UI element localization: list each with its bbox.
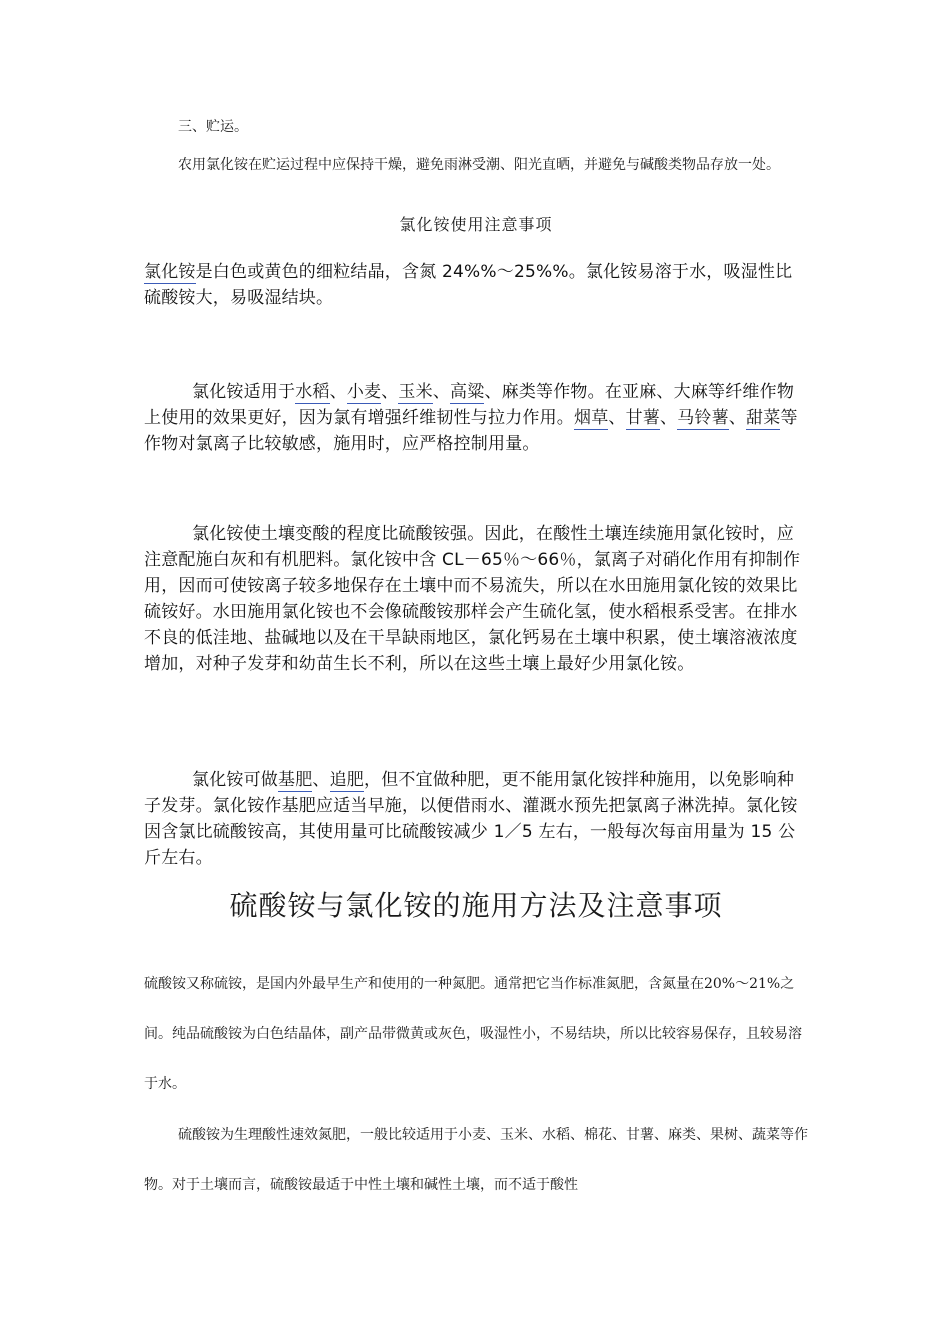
link-corn[interactable]: 玉米: [398, 382, 433, 402]
link-beet[interactable]: 甜菜: [746, 408, 781, 428]
notice-paragraph-3: 氯化铵使土壤变酸的程度比硫酸铵强。因此，在酸性土壤连续施用氯化铵时，应注意配施白灰和有机肥料。氯化铵中含 CL－65％～66％，氯离子对硝化作用有抑制作用，因而可使铵离子较多地保存在土壤中而不易流失，所以在水田施用氯化铵的效果比硫铵好。水田施用氯化铵也不会像硫酸铵那样会产生硫化氢，使水稻根系受害。在排水不良的低洼地、盐碱地以及在干旱缺雨地区，氯化钙易在土壤中积累，使土壤溶液浓度增加，对种子发芽和幼苗生长不利，所以在这些土壤上最好少用氯化铵。: [144, 524, 801, 674]
notice-title: 氯化铵使用注意事项: [399, 215, 553, 234]
link-rice[interactable]: 水稻: [295, 382, 330, 402]
article-paragraph-2: 硫酸铵为生理酸性速效氮肥，一般比较适用于小麦、玉米、水稻、棉花、甘薯、麻类、果树、蔬菜等作物。对于土壤而言，硫酸铵最适于中性土壤和碱性土壤，而不适于酸性: [144, 1127, 808, 1193]
link-wheat[interactable]: 小麦: [346, 382, 382, 402]
notice-paragraph-2: 氯化铵适用于水稻、小麦、玉米、高粱、麻类等作物。在亚麻、大麻等纤维作物上使用的效果更好，因为氯有增强纤维韧性与拉力作用。烟草、甘薯、马铃薯、甜菜等作物对氯离子比较敏感，施用时，应严格控制用量。: [144, 382, 798, 454]
link-tobacco[interactable]: 烟草: [574, 408, 609, 428]
section-3-title: 三、贮运。: [178, 119, 248, 135]
notice-paragraph-4: 氯化铵可做基肥、追肥，但不宜做种肥，更不能用氯化铵拌种施用，以免影响种子发芽。氯化铵作基肥应适当早施，以便借雨水、灌溉水预先把氯离子淋洗掉。氯化铵因含氯比硫酸铵高，其使用量可比硫酸铵减少 1／5 左右，一般每次每亩用量为 15 公斤左右。: [144, 770, 798, 868]
link-base-fertilizer[interactable]: 基肥: [278, 770, 313, 790]
article-paragraph-1: 硫酸铵又称硫铵，是国内外最早生产和使用的一种氮肥。通常把它当作标准氮肥，含氮量在20%～21%之间。纯品硫酸铵为白色结晶体，副产品带微黄或灰色，吸湿性小，不易结块，所以比较容易保存，且较易溶于水。: [144, 976, 802, 1092]
link-top-dressing[interactable]: 追肥: [329, 770, 365, 790]
storage-paragraph: 农用氯化铵在贮运过程中应保持干燥，避免雨淋受潮、阳光直晒，并避免与碱酸类物品存放一处。: [178, 157, 780, 173]
link-sweet-potato[interactable]: 甘薯: [625, 408, 661, 428]
article-title: 硫酸铵与氯化铵的施用方法及注意事项: [229, 889, 723, 922]
notice-paragraph-1: 氯化铵是白色或黄色的细粒结晶，含氮 24%%～25%%。氯化铵易溶于水，吸湿性比硫酸铵大，易吸湿结块。: [144, 262, 793, 308]
link-sorghum[interactable]: 高粱: [450, 382, 485, 402]
link-ammonium-chloride[interactable]: 氯化铵: [144, 262, 196, 282]
link-potato[interactable]: 马铃薯: [677, 408, 729, 428]
